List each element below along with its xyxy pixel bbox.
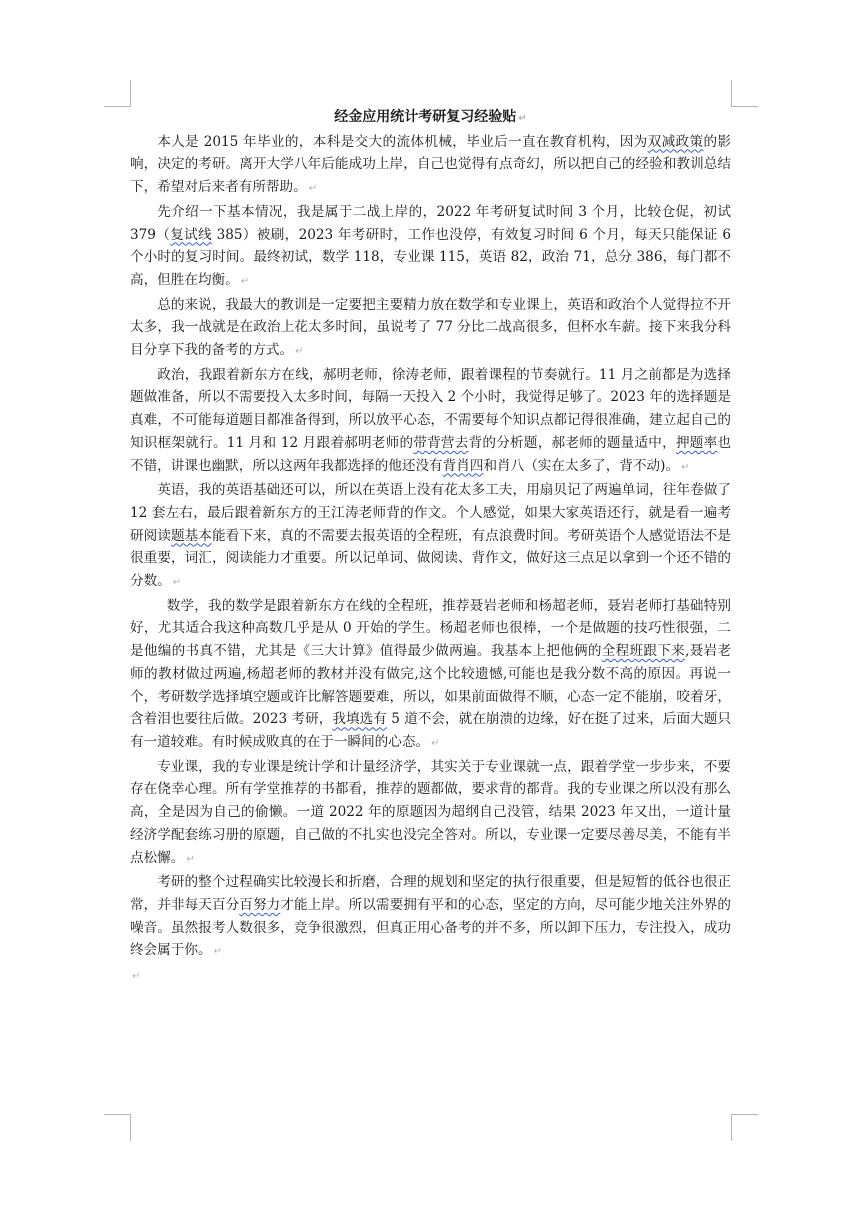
margin-corner-bottom-right [731, 1114, 758, 1141]
text-run: 才能上岸。所以需要拥有平和的心态，坚定的方向，尽可能少地关注外界的噪音。虽然报考人数很多，竞争很激烈，但真正用心备考的并不多，所以卸下压力，专注投入，成功终会属于你。 [130, 896, 732, 959]
text-run: 本人是 2015 年毕业的，本科是交大的流体机械，毕业后一直在教育机构，因为 [157, 133, 648, 150]
text-run: 经金应用统计考研复习经验贴 [334, 109, 517, 125]
document-title [130, 106, 731, 131]
paragraph-basics [130, 201, 731, 294]
text-run: 的影响，决定的考研。离开大学八年后能成功上岸，自己也觉得有点奇幻，所以把自己的经验和教训总结下，希望对后来者有所帮助。 [130, 133, 731, 196]
paragraph-mark: ↵ [172, 577, 182, 589]
text-run: 先介绍一下基本情况，我是属于二战上岸的，2022 年考研复试时间 3 个月，比较仓促，初试 379（ [130, 203, 731, 243]
spellcheck-underline: 题基本 [170, 527, 212, 544]
paragraph-closing [130, 871, 731, 964]
paragraph-politics [130, 364, 731, 480]
paragraph-mark: ↵ [132, 971, 141, 983]
paragraph-overall [130, 294, 731, 364]
empty-paragraph [130, 964, 731, 987]
spellcheck-underline: 全程班跟下来 [601, 643, 686, 660]
text-run: 数学，我的数学是跟着新东方在线的全程班，推荐聂岩老师和杨超老师，聂岩老师打基础特别好，尤其适合我这种高数几乎是从 0 开始的学生。杨超老师也很棒，一个是做题的技巧性很强，二是他编的书真不错，尤其是《三大计算》值得最少做两遍。我基本上把他俩的 [130, 597, 731, 660]
text-run: 考研的整个过程确实比较漫长和折磨，合理的规划和坚定的执行很重要，但是短暂的低谷也很正常，并非每天百分 [130, 874, 731, 913]
paragraph-english [130, 479, 731, 595]
text-run: 能看下来，真的不需要去报英语的全程班，有点浪费时间。考研英语个人感觉语法不是很重要，词汇，阅读能力才重要。所以记单词、做阅读、背作文，做好这三点足以拿到一个还不错的分数。 [130, 527, 732, 590]
paragraph-mark: ↵ [240, 275, 250, 287]
text-run: 背的分析题，郝老师的题量适中， [468, 434, 676, 451]
spellcheck-underline: 带背营去 [413, 434, 469, 451]
paragraph-mark: ↵ [213, 946, 222, 958]
text-run: 5 道不会，就在崩溃的边缘，好在挺了过来，后面大题只有一道较难。有时候成败真的在于一瞬间的心态。 [130, 711, 731, 750]
text-run: 总的来说，我最大的教训是一定要把主要精力放在数学和专业课上，英语和政治个人觉得拉不开太多，我一战就是在政治上花太多时间，虽说考了 77 分比二战高很多，但杯水车薪。接下来我分科目分享下我的备考的方式。 [130, 296, 731, 359]
paragraph-intro [130, 131, 731, 201]
document-body[interactable] [130, 106, 731, 987]
text-run: ,聂岩老师的教材做过两遍,杨超老师的教材并没有做完,这个比较遗憾,可能也是我分数不高的原因。再说一个，考研数学选择填空题或许比解答题要难，所以，如果前面做得不顺，心态一定不能崩，咬着牙，含着泪也要往后做。2023 考研， [130, 643, 732, 728]
text-run: 政治，我跟着新东方在线，郝明老师，徐涛老师，跟着课程的节奏就行。11 月之前都是为选择题做准备，所以不需要投入太多时间，每隔一天投入 2 个小时，我觉得足够了。2023 年的选择题是真难，不可能每道题目都准备得到，所以放平心态，不需要每个知识点都记得很准确，建立起自己的知识框架就行。11 月和 12 月跟着郝明老师的 [130, 366, 731, 451]
margin-corner-bottom-left [104, 1114, 131, 1141]
text-run: 专业课，我的专业课是统计学和计量经济学，其实关于专业课就一点，跟着学堂一步步来，不要存在侥幸心理。所有学堂推荐的书都看，推荐的题都做，要求背的都背。我的专业课之所以没有那么高，全是因为自己的偷懒。一道 2022 年的原题因为超纲自己没管，结果 2023 年又出，一道计量经济学配套练习册的原题，自己做的不扎实也没完全答对。所以，专业课一定要尽善尽美，不能有半点松懈。 [130, 758, 731, 866]
text-run: 也不错，讲课也幽默，所以这两年我都选择的他还没有 [130, 434, 732, 474]
spellcheck-underline: 复试线 [170, 226, 212, 243]
paragraph-major [130, 756, 731, 872]
paragraph-mark: ↵ [431, 737, 440, 749]
paragraph-mark: ↵ [681, 461, 690, 473]
spellcheck-underline: 百努力 [239, 896, 281, 913]
spellcheck-underline: 背肖四 [442, 457, 484, 474]
margin-corner-top-right [731, 80, 758, 107]
spellcheck-underline: 双减政策 [647, 133, 704, 150]
paragraph-mark: ↵ [186, 853, 195, 865]
spellcheck-underline: 押题率 [675, 434, 718, 451]
paragraph-mark: ↵ [518, 113, 527, 124]
text-run: 英语，我的英语基础还可以，所以在英语上没有花太多工夫，用扇贝记了两遍单词，往年卷做了 12 套左右，最后跟着新东方的王江涛老师背的作文。个人感觉，如果大家英语还行，就是看一遍考研阅读 [130, 482, 731, 544]
paragraph-mark: ↵ [295, 346, 304, 358]
margin-corner-top-left [104, 80, 131, 107]
paragraph-math [130, 595, 731, 756]
text-run: 385）被刷，2023 年考研时，工作也没停，有效复习时间 6 个月，每天只能保证 6 个小时的复习时间。最终初试，数学 118，专业课 115，英语 82，政治 71，总分 386，每门都不高，但胜在均衡。 [130, 226, 731, 288]
spellcheck-underline: 我填选有 [332, 711, 387, 728]
paragraph-mark: ↵ [308, 183, 318, 195]
text-run: 和肖八（实在太多了，背不动)。 [483, 457, 680, 474]
